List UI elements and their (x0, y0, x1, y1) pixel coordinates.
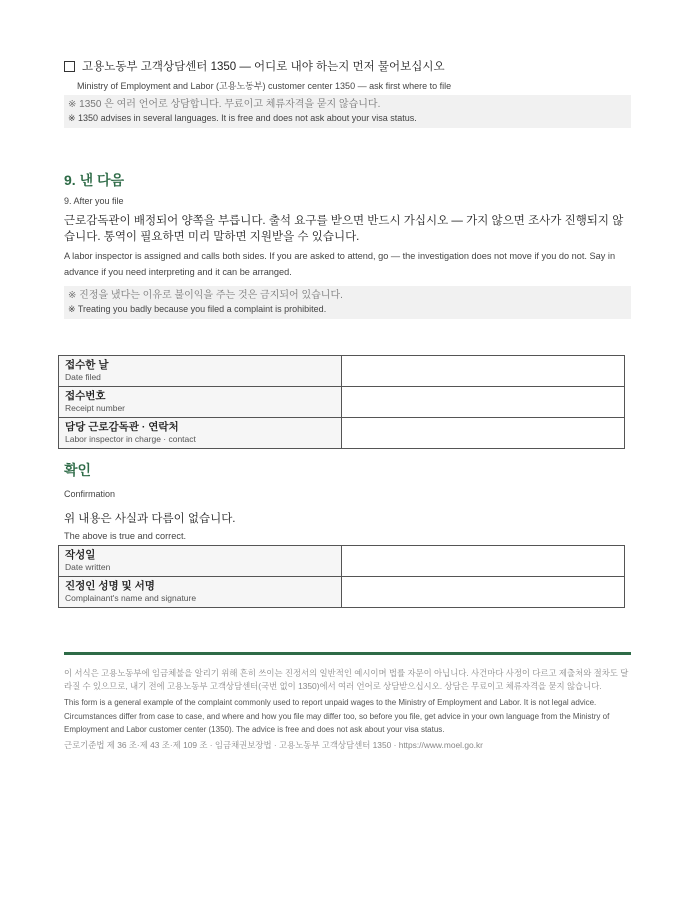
confirmation-body-en: The above is true and correct. (64, 531, 187, 541)
checklist-item-en: Ministry of Employment and Labor (고용노동부) customer center 1350 — ask first where to file (77, 81, 452, 91)
field-label-en: Labor inspector in charge · contact (65, 434, 196, 444)
note-1350-ko: ※ 1350 은 여러 언어로 상담합니다. 무료이고 체류자격을 묻지 않습니다. (68, 99, 381, 110)
footer-disclaimer-en: This form is a general example of the complaint commonly used to report unpaid wages to the Ministry of Employment and Labor. It is not legal advice. Circumstances differ from case to case, and where and how you file may differ too, so before you file, get advice in your own language from the Ministry of Employment and Labor customer center (1350). The advice is free and does not ask about your visa status. (64, 698, 610, 734)
field-label-ko: 담당 근로감독관 · 연락처 (65, 421, 179, 433)
confirmation-body-ko: 위 내용은 사실과 다름이 없습니다. (64, 513, 236, 525)
field-label-ko: 진정인 성명 및 서명 (65, 580, 155, 592)
field-label-en: Date written (65, 562, 111, 572)
section-heading: 9. 낸 다음 (64, 172, 125, 188)
field-label (59, 387, 342, 418)
field-label-ko: 접수한 날 (65, 359, 109, 371)
note-1350-en: ※ 1350 advises in several languages. It is free and does not ask about your visa status. (68, 113, 417, 123)
date-filed-field[interactable] (342, 356, 625, 387)
field-label-ko: 작성일 (65, 549, 96, 561)
table-row (59, 418, 625, 449)
table-row (59, 577, 625, 608)
section-subheading: 9. After you file (64, 196, 124, 206)
note-retaliation (64, 286, 631, 319)
note-retaliation-ko: ※ 진정을 냈다는 이유로 불이익을 주는 것은 금지되어 있습니다. (68, 290, 343, 301)
checkbox[interactable] (64, 61, 75, 72)
section-body-ko: 근로감독관이 배정되어 양쪽을 부릅니다. 출석 요구를 받으면 반드시 가십시오 — 가지 않으면 조사가 진행되지 않습니다. 통역이 필요하면 미리 말하면 지원받을 수 있습니다. (64, 215, 624, 243)
section-after-filing (64, 170, 631, 280)
section-confirmation (64, 460, 631, 544)
field-label-en: Complainant's name and signature (65, 593, 197, 603)
signature-table (58, 545, 625, 608)
receipt-number-field[interactable] (342, 387, 625, 418)
field-label (59, 546, 342, 577)
footer (64, 652, 631, 752)
field-label-en: Date filed (65, 372, 101, 382)
checklist-item-ko: 고용노동부 고객상담센터 1350 — 어디로 내야 하는지 먼저 물어보십시오 (82, 61, 445, 73)
field-label (59, 577, 342, 608)
confirmation-heading: 확인 (64, 462, 92, 478)
table-row (59, 356, 625, 387)
field-label (59, 356, 342, 387)
note-retaliation-en: ※ Treating you badly because you filed a complaint is prohibited. (68, 304, 327, 314)
table-row (59, 387, 625, 418)
field-label-ko: 접수번호 (65, 390, 106, 402)
confirmation-subheading: Confirmation (64, 489, 116, 499)
checklist-item (64, 58, 631, 92)
field-label (59, 418, 342, 449)
field-label-en: Receipt number (65, 403, 126, 413)
section-body-en: A labor inspector is assigned and calls both sides. If you are asked to attend, go — the investigation does not move if you do not. Say in advance if you need interpreting and it can be arranged. (64, 251, 616, 277)
signature-field[interactable] (342, 577, 625, 608)
table-row (59, 546, 625, 577)
filing-record-table (58, 355, 625, 449)
footer-sources: 근로기준법 제 36 조·제 43 조·제 109 조 · 임금채권보장법 · 고용노동부 고객상담센터 1350 · https://www.moel.go.kr (64, 739, 483, 750)
footer-disclaimer-ko: 이 서식은 고용노동부에 임금체불을 알리기 위해 흔히 쓰이는 진정서의 일반적인 예시이며 법률 자문이 아닙니다. 사건마다 사정이 다르고 제출처와 절차도 달라질 수 있으므로, 내기 전에 고용노동부 고객상담센터(국번 없이 1350)에서 여러 언어로 상담받으십시오. 상담은 무료이고 체류자격을 묻지 않습니다. (64, 668, 629, 691)
note-1350 (64, 95, 631, 128)
inspector-contact-field[interactable] (342, 418, 625, 449)
date-written-field[interactable] (342, 546, 625, 577)
